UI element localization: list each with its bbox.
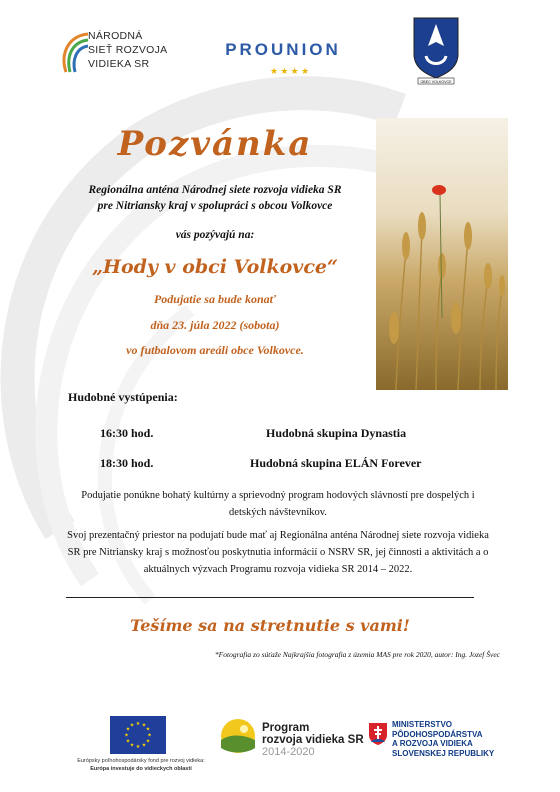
intro-line-2: pre Nitriansky kraj v spolupráci s obcou Volkovce: [97, 200, 333, 212]
nsrv-logo-icon: [58, 28, 92, 78]
prounion-wordmark: PROUNION: [225, 40, 341, 59]
program-paragraph: Podujatie ponúkne bohatý kultúrny a sprievodný program hodových slávností pre dospelých i detských návštevníkov.: [81, 490, 475, 518]
ministry-line-1: MINISTERSTVO: [392, 720, 453, 729]
event-title: „Hody v obci Volkovce“: [92, 256, 338, 278]
svg-text:★: ★: [135, 744, 141, 750]
divider: [66, 597, 474, 598]
schedule-band: Hudobná skupina Dynastia: [266, 426, 407, 440]
eu-stars-icon: [208, 62, 358, 80]
nsrv-line-2: SIEŤ ROZVOJA: [88, 44, 168, 56]
prv-logo-text: [262, 722, 364, 746]
svg-text:★: ★: [145, 738, 151, 745]
svg-text:★: ★: [145, 726, 151, 733]
svg-text:★: ★: [129, 742, 135, 749]
prv-years: 2014-2020: [262, 746, 315, 758]
svg-text:★: ★: [147, 732, 152, 739]
svg-text:★: ★: [125, 738, 131, 745]
prv-logo-icon: [220, 718, 256, 754]
coat-banner: OBEC VOLKOVCE: [420, 80, 452, 84]
intro-line-1: Regionálna anténa Národnej siete rozvoja vidieka SR: [88, 184, 342, 196]
svg-text:★ ★ ★ ★: ★ ★ ★ ★: [270, 66, 310, 76]
coat-of-arms-icon: [410, 16, 462, 86]
prv-line-1: Program: [262, 722, 310, 734]
slovak-crest-icon: [368, 722, 388, 746]
music-heading: Hudobné vystúpenia:: [68, 390, 178, 404]
nsrv-logo: [58, 26, 188, 86]
wheat-field-photo: [376, 118, 508, 390]
event-when-1: Podujatie sa bude konať: [153, 292, 277, 306]
event-date: dňa 23. júla 2022 (sobota): [150, 318, 280, 332]
eu-slogan: Európa investuje do vidieckych oblastí: [90, 766, 192, 772]
ministry-line-3: A ROZVOJA VIDIEKA: [392, 739, 473, 748]
eu-flag-icon: [110, 716, 166, 754]
event-venue: vo futbalovom areáli obce Volkovce.: [126, 343, 304, 357]
svg-text:★: ★: [135, 721, 141, 727]
ministry-logo-text: [392, 720, 502, 758]
eu-caption: Európsky poľnohospodársky fond pre rozvoj vidieka:: [77, 758, 205, 764]
poppy-icon: [432, 185, 446, 195]
ministry-line-2: PÔDOHOSPODÁRSTVA: [392, 729, 483, 739]
prv-line-2: rozvoja vidieka SR: [262, 734, 364, 746]
photo-credit: *Fotografia zo súťaže Najkrajšia fotografia z územia MAS pre rok 2020, autor: Ing. Jozef Švec: [214, 650, 500, 659]
info-paragraph: Svoj prezentačný priestor na podujatí bude mať aj Regionálna anténa Národnej siete rozvoja vidieka SR pre Nitriansky kraj s možnosťou poskytnutia informácií o NSRV SR, jej činnosti a aktivitách a o aktuálnych výzvach Programu rozvoja vidieka SR 2014 – 2022.: [67, 530, 489, 575]
nsrv-line-1: NÁRODNÁ: [88, 30, 143, 42]
nsrv-line-3: VIDIEKA SR: [88, 58, 150, 70]
svg-text:★: ★: [125, 726, 131, 733]
invite-line: vás pozývajú na:: [175, 229, 255, 241]
schedule-time: 16:30 hod.: [100, 426, 154, 440]
ministry-line-4: SLOVENSKEJ REPUBLIKY: [392, 748, 495, 758]
svg-text:★: ★: [129, 722, 135, 729]
closing-line: Tešíme sa na stretnutie s vami!: [130, 616, 410, 635]
svg-text:★: ★: [141, 742, 147, 749]
schedule-band: Hudobná skupina ELÁN Forever: [250, 456, 422, 470]
schedule-time: 18:30 hod.: [100, 456, 154, 470]
svg-text:★: ★: [124, 732, 129, 739]
prounion-logo: [208, 38, 358, 82]
svg-text:★: ★: [141, 722, 147, 729]
page-title: Pozvánka: [117, 124, 313, 164]
